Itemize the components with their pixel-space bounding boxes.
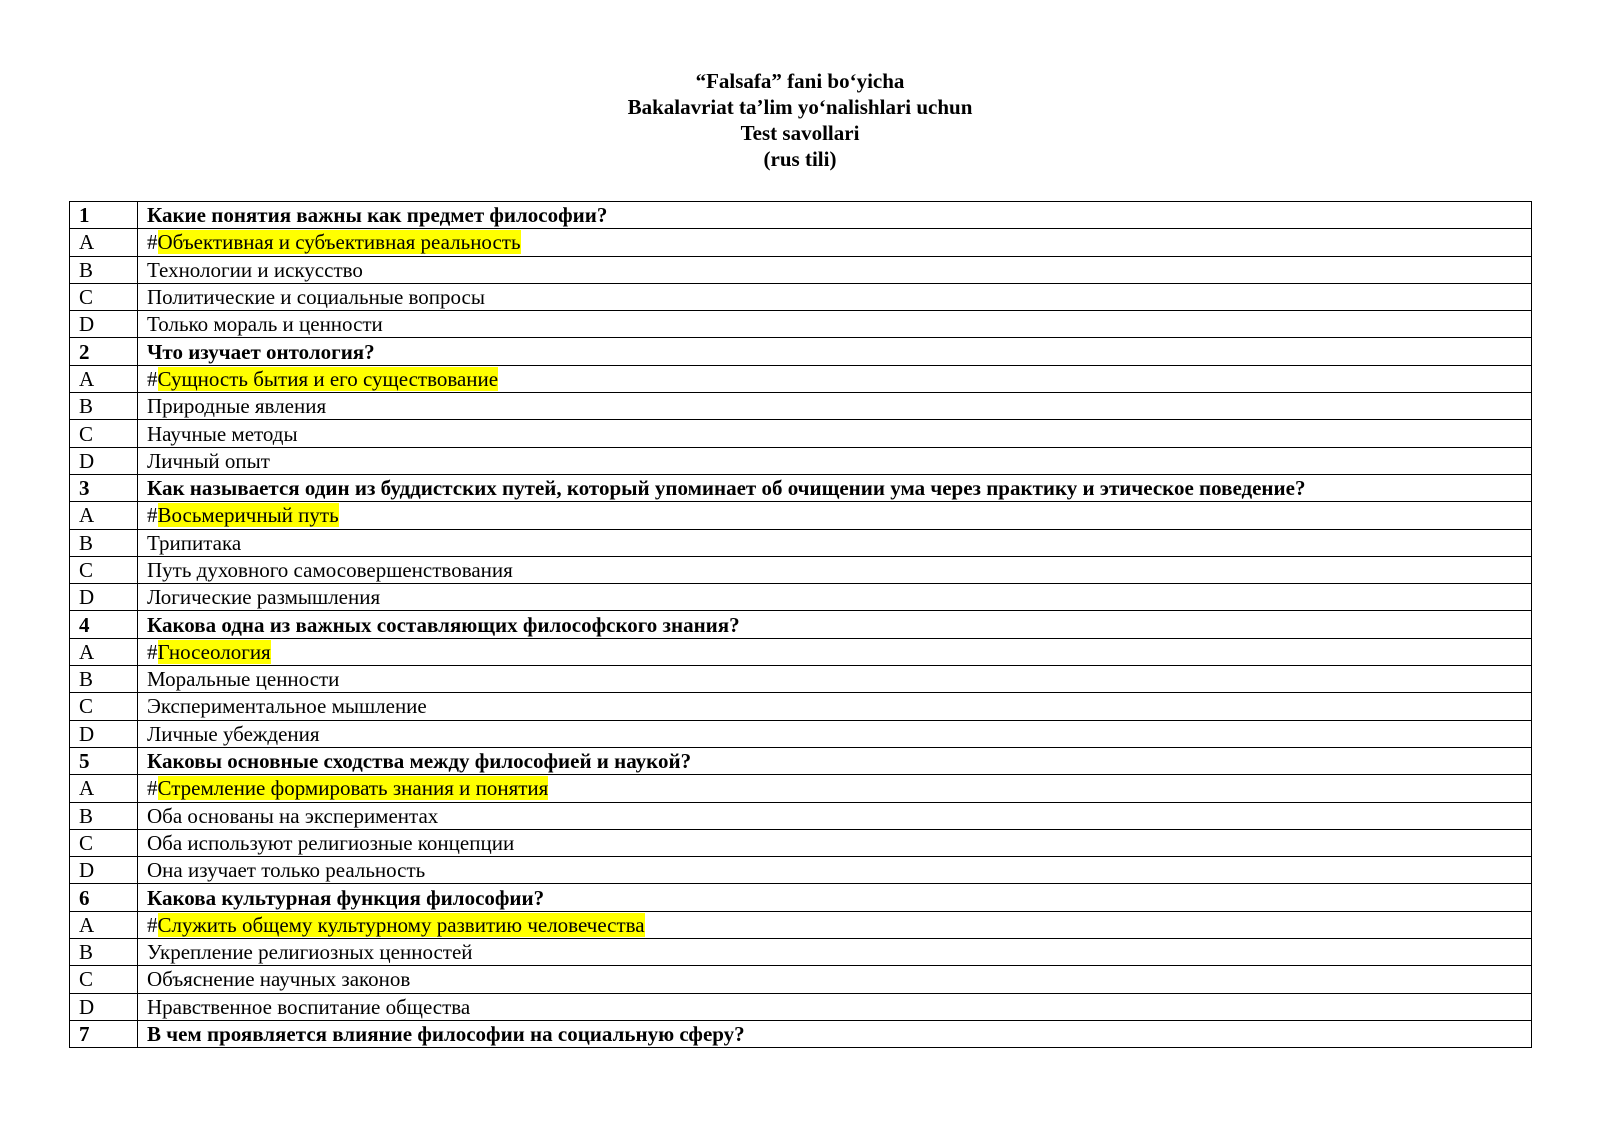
question-row bbox=[70, 611, 1532, 638]
header-program-line: Bakalavriat ta’lim yo‘nalishlari uchun bbox=[627, 95, 973, 119]
question-number: 5 bbox=[70, 747, 138, 774]
document-header bbox=[0, 68, 1600, 172]
option-row bbox=[70, 638, 1532, 665]
option-row bbox=[70, 939, 1532, 966]
option-row bbox=[70, 502, 1532, 529]
correct-answer-text: Служить общему культурному развитию человечества bbox=[157, 912, 645, 937]
option-row bbox=[70, 420, 1532, 447]
option-text: Она изучает только реальность bbox=[147, 858, 426, 883]
question-text: Какова культурная функция философии? bbox=[138, 884, 1532, 911]
option-letter: D bbox=[70, 720, 138, 747]
option-letter: B bbox=[70, 802, 138, 829]
correct-answer-marker: # bbox=[147, 639, 158, 664]
option-row bbox=[70, 829, 1532, 856]
option-text: Политические и социальные вопросы bbox=[147, 285, 485, 310]
option-letter: C bbox=[70, 283, 138, 310]
option-letter: B bbox=[70, 256, 138, 283]
option-row bbox=[70, 393, 1532, 420]
option-text: Моральные ценности bbox=[147, 667, 340, 692]
header-title-line: Test savollari bbox=[740, 121, 860, 145]
correct-answer-marker: # bbox=[147, 912, 158, 937]
option-cell bbox=[138, 911, 1532, 938]
question-number: 3 bbox=[70, 474, 138, 501]
option-text: Логические размышления bbox=[147, 585, 381, 610]
correct-answer-text: Стремление формировать знания и понятия bbox=[157, 776, 549, 801]
option-cell bbox=[138, 393, 1532, 420]
option-cell bbox=[138, 638, 1532, 665]
option-letter: D bbox=[70, 993, 138, 1020]
option-cell bbox=[138, 447, 1532, 474]
option-text: Оба используют религиозные концепции bbox=[147, 830, 515, 855]
option-text: Личные убеждения bbox=[147, 721, 320, 746]
question-number: 7 bbox=[70, 1020, 138, 1047]
option-cell bbox=[138, 584, 1532, 611]
option-row bbox=[70, 447, 1532, 474]
option-letter: B bbox=[70, 939, 138, 966]
option-row bbox=[70, 911, 1532, 938]
question-number: 6 bbox=[70, 884, 138, 911]
correct-answer-marker: # bbox=[147, 230, 158, 255]
option-cell bbox=[138, 556, 1532, 583]
option-text: Объяснение научных законов bbox=[147, 967, 411, 992]
option-row bbox=[70, 256, 1532, 283]
option-cell bbox=[138, 829, 1532, 856]
question-row bbox=[70, 1020, 1532, 1047]
option-text: Экспериментальное мышление bbox=[147, 694, 427, 719]
option-row bbox=[70, 802, 1532, 829]
option-row bbox=[70, 229, 1532, 256]
option-letter: D bbox=[70, 447, 138, 474]
option-text: Научные методы bbox=[147, 421, 298, 446]
option-letter: C bbox=[70, 693, 138, 720]
option-cell bbox=[138, 966, 1532, 993]
option-letter: C bbox=[70, 556, 138, 583]
option-row bbox=[70, 529, 1532, 556]
option-letter: A bbox=[70, 502, 138, 529]
option-cell bbox=[138, 229, 1532, 256]
option-cell bbox=[138, 693, 1532, 720]
option-cell bbox=[138, 802, 1532, 829]
question-number: 2 bbox=[70, 338, 138, 365]
question-text: Каковы основные сходства между философией и наукой? bbox=[138, 747, 1532, 774]
question-text: Что изучает онтология? bbox=[138, 338, 1532, 365]
option-row bbox=[70, 311, 1532, 338]
option-row bbox=[70, 556, 1532, 583]
option-letter: B bbox=[70, 393, 138, 420]
option-letter: B bbox=[70, 666, 138, 693]
option-cell bbox=[138, 666, 1532, 693]
question-number: 1 bbox=[70, 202, 138, 229]
option-cell bbox=[138, 283, 1532, 310]
header-subject-line: “Falsafa” fani bo‘yicha bbox=[695, 69, 905, 93]
option-row bbox=[70, 993, 1532, 1020]
option-letter: A bbox=[70, 911, 138, 938]
questions-table-body bbox=[70, 202, 1532, 1048]
option-cell bbox=[138, 365, 1532, 392]
option-letter: D bbox=[70, 584, 138, 611]
option-letter: C bbox=[70, 420, 138, 447]
option-cell bbox=[138, 420, 1532, 447]
question-row bbox=[70, 338, 1532, 365]
option-cell bbox=[138, 311, 1532, 338]
option-text: Укрепление религиозных ценностей bbox=[147, 940, 473, 965]
option-letter: A bbox=[70, 775, 138, 802]
option-letter: C bbox=[70, 966, 138, 993]
correct-answer-marker: # bbox=[147, 503, 158, 528]
option-letter: D bbox=[70, 311, 138, 338]
question-row bbox=[70, 884, 1532, 911]
correct-answer-text: Гносеология bbox=[157, 639, 271, 664]
option-letter: B bbox=[70, 529, 138, 556]
question-number: 4 bbox=[70, 611, 138, 638]
option-row bbox=[70, 283, 1532, 310]
option-text: Природные явления bbox=[147, 394, 327, 419]
option-letter: C bbox=[70, 829, 138, 856]
option-row bbox=[70, 775, 1532, 802]
option-row bbox=[70, 666, 1532, 693]
option-cell bbox=[138, 857, 1532, 884]
option-letter: D bbox=[70, 857, 138, 884]
option-letter: A bbox=[70, 365, 138, 392]
option-cell bbox=[138, 502, 1532, 529]
correct-answer-marker: # bbox=[147, 776, 158, 801]
question-text: Как называется один из буддистских путей, который упоминает об очищении ума через практику и этическое поведение? bbox=[138, 474, 1532, 501]
option-cell bbox=[138, 993, 1532, 1020]
option-row bbox=[70, 720, 1532, 747]
option-text: Оба основаны на экспериментах bbox=[147, 803, 439, 828]
option-row bbox=[70, 365, 1532, 392]
option-text: Путь духовного самосовершенствования bbox=[147, 558, 513, 582]
correct-answer-text: Объективная и субъективная реальность bbox=[157, 230, 521, 255]
option-cell bbox=[138, 529, 1532, 556]
option-text: Только мораль и ценности bbox=[147, 312, 383, 337]
option-text: Трипитака bbox=[147, 530, 242, 555]
option-row bbox=[70, 693, 1532, 720]
question-row bbox=[70, 202, 1532, 229]
option-letter: A bbox=[70, 229, 138, 256]
option-cell bbox=[138, 775, 1532, 802]
option-cell bbox=[138, 256, 1532, 283]
option-row bbox=[70, 857, 1532, 884]
option-cell bbox=[138, 720, 1532, 747]
option-row bbox=[70, 584, 1532, 611]
correct-answer-text: Сущность бытия и его существование bbox=[157, 366, 499, 391]
questions-table bbox=[69, 201, 1532, 1048]
option-text: Нравственное воспитание общества bbox=[147, 994, 471, 1019]
question-row bbox=[70, 747, 1532, 774]
question-row bbox=[70, 474, 1532, 501]
correct-answer-marker: # bbox=[147, 366, 158, 391]
option-row bbox=[70, 966, 1532, 993]
correct-answer-text: Восьмеричный путь bbox=[157, 503, 339, 528]
question-text: Какова одна из важных составляющих философского знания? bbox=[138, 611, 1532, 638]
header-language-line: (rus tili) bbox=[763, 147, 837, 171]
question-text: В чем проявляется влияние философии на социальную сферу? bbox=[138, 1020, 1532, 1047]
question-text: Какие понятия важны как предмет философии? bbox=[138, 202, 1532, 229]
option-text: Технологии и искусство bbox=[147, 257, 363, 282]
option-letter: A bbox=[70, 638, 138, 665]
option-cell bbox=[138, 939, 1532, 966]
option-text: Личный опыт bbox=[147, 448, 270, 473]
